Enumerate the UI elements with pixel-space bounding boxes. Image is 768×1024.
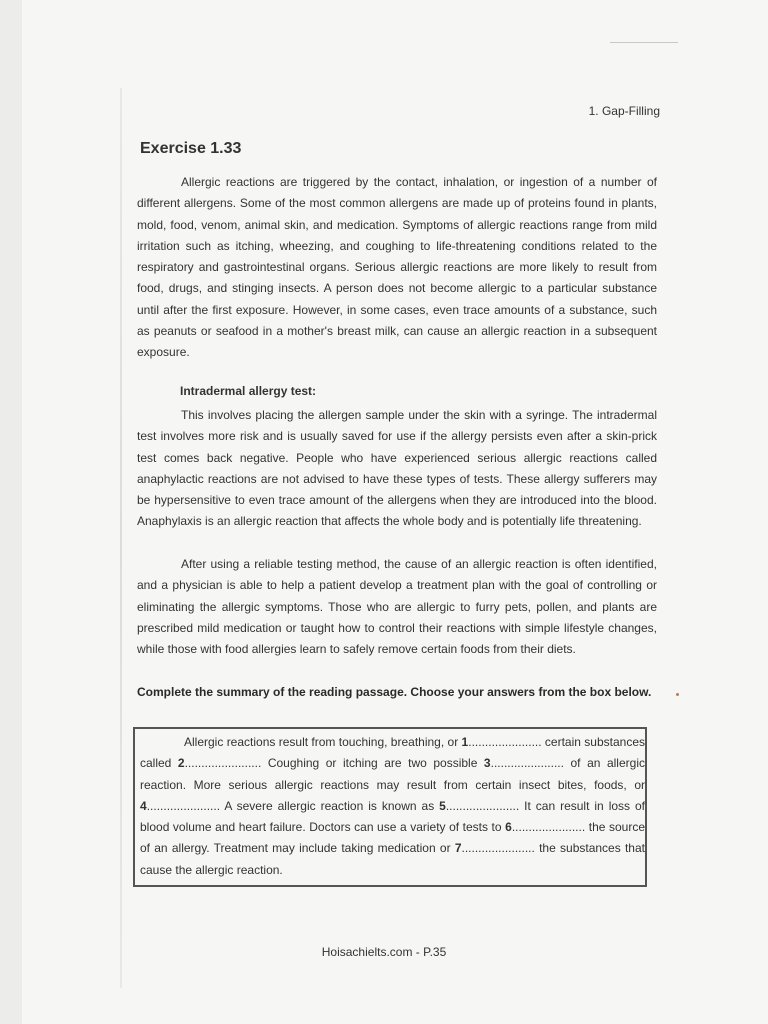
paragraph-intro: Allergic reactions are triggered by the contact, inhalation, or ingestion of a number of different allergens. Some of the most common allergens are made up of proteins found in plants, mold, food, venom, animal skin, and medication. Symptoms of allergic reactions range from mild irritation such as itching, wheezing, and coughing to life-threatening conditions related to the respiratory and gastrointestinal organs. Serious allergic reactions are more likely to result from food, drugs, and stinging insects. A person does not become allergic to a particular substance until after the first exposure. However, in some cases, even trace amounts of a substance, such as peanuts or seafood in a mother's breast milk, can cause an allergic reaction in a subsequent exposure. [137, 175, 657, 360]
page-fold-shadow [120, 88, 122, 988]
summary-text [140, 732, 645, 881]
gap-number-5: 5 [439, 798, 446, 813]
summary-segment-1: Allergic reactions result from touching, breathing, or [184, 735, 462, 749]
gap-number-6: 6 [505, 820, 512, 835]
gap-number-3: 3 [483, 756, 491, 771]
gap-6-blank[interactable]: ...................... the source of an allergy. Treatment may include taking medication or [140, 820, 645, 856]
paragraph-treatment: After using a reliable testing method, the cause of an allergic reaction is often identified, and a physician is able to help a patient develop a treatment plan with the goal of controlling or eliminating the allergic symptoms. Those who are allergic to furry pets, pollen, and plants are prescribed mild medication or taught how to control their reactions with simple lifestyle changes, while those with food allergies learn to safely remove certain foods from their diets. [137, 557, 657, 657]
exercise-title: Exercise 1.33 [140, 140, 242, 157]
gap-3-blank[interactable]: ...................... of an allergic reaction. More serious allergic reactions may result from certain insect bites, foods, or [140, 756, 645, 792]
subheading-intradermal: Intradermal allergy test: [180, 384, 317, 398]
scan-speck [676, 693, 679, 696]
gap-number-1: 1 [461, 735, 469, 749]
gap-5-blank[interactable]: ...................... It can result in loss of blood volume and heart failure. Doctors can use a variety of tests to [140, 798, 645, 835]
gap-number-4: 4 [140, 798, 147, 813]
task-instruction: Complete the summary of the reading passage. Choose your answers from the box below. [137, 685, 652, 699]
gap-7-blank[interactable]: ...................... the substances that cause the allergic reaction. [140, 841, 645, 877]
gap-number-7: 7 [454, 841, 462, 856]
paragraph-intradermal: This involves placing the allergen sample under the skin with a syringe. The intradermal test involves more risk and is usually saved for use if the allergy persists even after a skin-prick test comes back negative. People who have experienced serious allergic reactions called anaphylactic reactions are not advised to have these types of tests. These allergy sufferers may be hypersensitive to even trace amount of the allergens when they are introduced into the blood. Anaphylaxis is an allergic reaction that affects the whole body and is potentially life threatening. [137, 408, 657, 529]
gap-1-blank[interactable]: ...................... certain substances called [140, 735, 645, 771]
scan-mark-line [610, 42, 678, 43]
section-header: 1. Gap-Filling [588, 104, 660, 118]
gap-4-blank[interactable]: ...................... A severe allergic reaction is known as [146, 798, 440, 813]
gap-number-2: 2 [177, 756, 185, 771]
gap-2-blank[interactable]: ....................... Coughing or itching are two possible [184, 756, 484, 771]
page-footer: Hoisachielts.com - P.35 [321, 945, 447, 959]
